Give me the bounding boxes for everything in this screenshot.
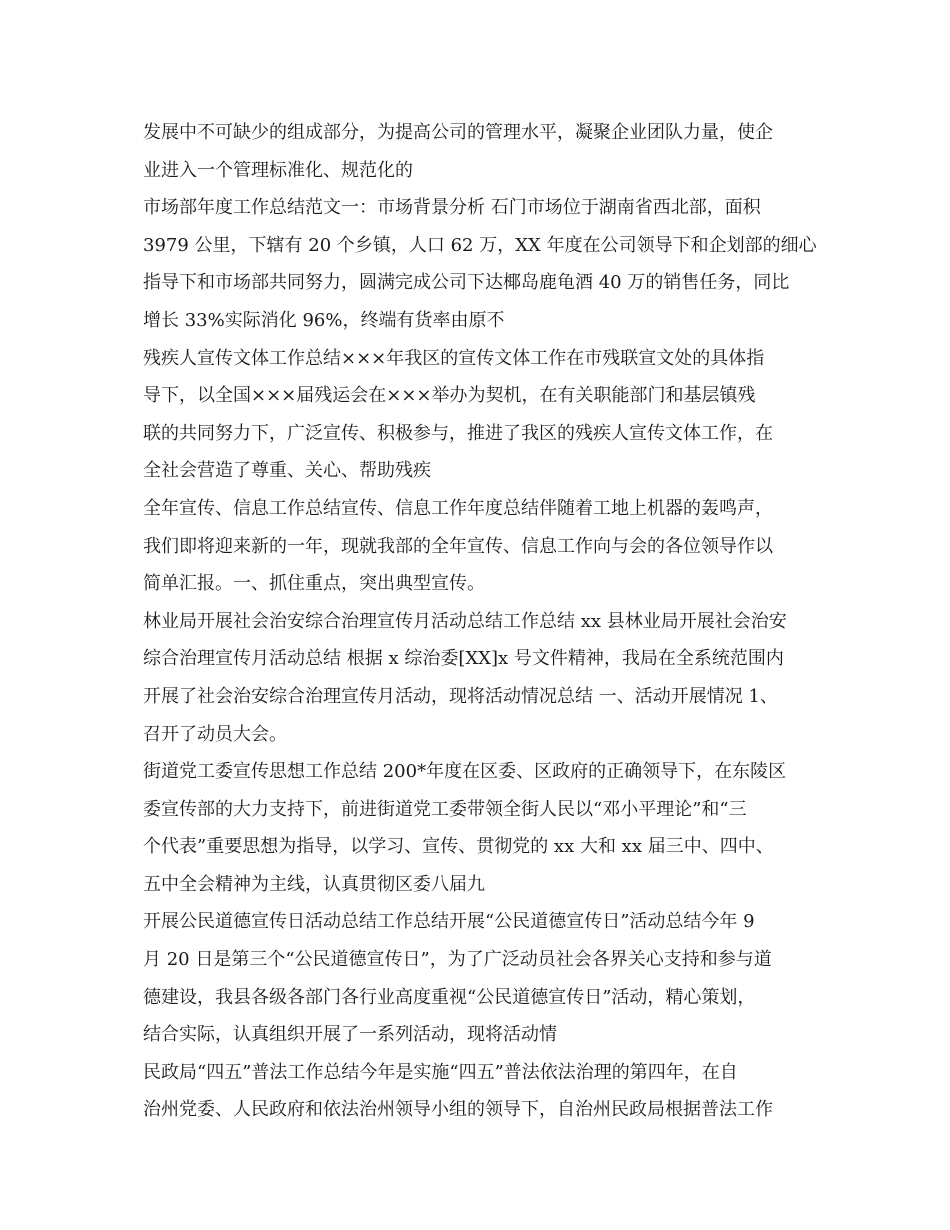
text-line: 全年宣传、信息工作总结宣传、信息工作年度总结伴随着工地上机器的轰鸣声， [143,497,773,519]
paragraph [143,189,817,339]
text-line: 简单汇报。一、抓住重点，突出典型宣传。 [143,573,485,595]
text-line: 民政局“四五”普法工作总结今年是实施“四五”普法依法治理的第四年，在自 [143,1061,738,1083]
text-line: 结合实际，认真组织开展了一系列活动，现将活动情 [143,1024,557,1046]
paragraph [143,753,807,903]
text-line: 个代表”重要思想为指导，以学习、宣传、贯彻党的 xx 大和 xx 届三中、四中、 [143,836,774,858]
text-line: 五中全会精神为主线，认真贯彻区委八届九 [143,873,485,895]
text-line: 联的共同努力下，广泛宣传、积极参与，推进了我区的残疾人宣传文体工作，在 [143,422,773,444]
text-line: 增长 33%实际消化 96%，终端有货率由原不 [143,309,505,331]
text-line: 治州党委、人民政府和依法治州领导小组的领导下，自治州民政局根据普法工作 [143,1099,773,1121]
text-line: 我们即将迎来新的一年，现就我部的全年宣传、信息工作向与会的各位领导作以 [143,535,773,557]
paragraph [143,340,807,490]
text-line: 残疾人宣传文体工作总结×××年我区的宣传文体工作在市残联宣文处的具体指 [143,347,765,369]
text-line: 召开了动员大会。 [143,723,287,745]
text-line: 发展中不可缺少的组成部分，为提高公司的管理水平，凝聚企业团队力量，使企 [143,122,773,143]
paragraph [143,603,807,753]
text-line: 林业局开展社会治安综合治理宣传月活动总结工作总结 xx 县林业局开展社会治安 [143,610,787,632]
text-line: 全社会营造了尊重、关心、帮助残疾 [143,460,431,482]
text-line: 德建设，我县各级各部门各行业高度重视“公民道德宣传日”活动，精心策划， [143,986,756,1008]
text-line: 街道党工委宣传思想工作总结 200*年度在区委、区政府的正确领导下，在东陵区 [143,761,787,783]
text-line: 3979 公里，下辖有 20 个乡镇，人口 62 万，XX 年度在公司领导下和企划部的细心 [143,234,817,256]
text-line: 导下，以全国×××届残运会在×××举办为契机，在有关职能部门和基层镇残 [143,385,756,407]
text-line: 市场部年度工作总结范文一：市场背景分析 石门市场位于湖南省西北部，面积 [143,197,761,219]
text-line: 指导下和市场部共同努力，圆满完成公司下达椰岛鹿龟酒 40 万的销售任务，同比 [143,272,790,294]
paragraph [143,114,807,189]
text-line: 委宣传部的大力支持下，前进街道党工委带领全街人民以“邓小平理论”和“三 [143,798,747,820]
text-line: 开展了社会治安综合治理宣传月活动，现将活动情况总结 一、活动开展情况 1、 [143,685,778,707]
text-line: 月 20 日是第三个“公民道德宣传日”，为了广泛动员社会各界关心支持和参与道 [143,949,772,971]
text-line: 开展公民道德宣传日活动总结工作总结开展“公民道德宣传日”活动总结今年 9 [143,911,755,933]
document-body [143,114,817,1129]
paragraph [143,1054,807,1129]
text-line: 综合治理宣传月活动总结 根据 x 综治委[XX]x 号文件精神，我局在全系统范围内 [143,648,784,670]
text-line: 业进入一个管理标准化、规范化的 [143,159,413,181]
paragraph [143,490,807,603]
paragraph [143,903,807,1053]
